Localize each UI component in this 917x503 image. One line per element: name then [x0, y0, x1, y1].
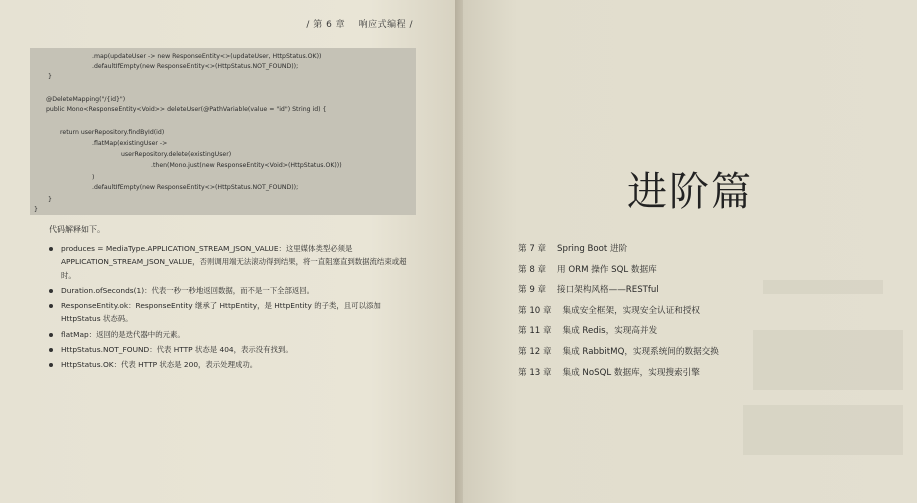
code-line: public Mono<ResponseEntity<Void>> deleteUser(@PathVariable(value = "id") String id) { — [46, 106, 327, 113]
code-line: .defaultIfEmpty(new ResponseEntity<>(HttpStatus.NOT_FOUND)); — [92, 184, 299, 191]
list-item: HttpStatus.NOT_FOUND：代表 HTTP 状态是 404，表示没有找到。 — [49, 343, 419, 356]
show-through-block — [743, 405, 903, 455]
show-through-block — [753, 330, 903, 390]
list-item: produces = MediaType.APPLICATION_STREAM_JSON_VALUE：这里媒体类型必须是 APPLICATION_STREAM_JSON_VALUE，否则调用端无法滚动得到结果，将一直阻塞直到数据流结束或超时。 — [49, 242, 419, 282]
toc-item: 第 7 章 Spring Boot 进阶 — [518, 244, 628, 254]
toc-item: 第 9 章 接口架构风格——RESTful — [518, 285, 659, 296]
running-head: / 第 6 章 响应式编程 / — [306, 20, 413, 30]
explanation-list — [49, 242, 419, 374]
bullet-icon — [49, 348, 53, 352]
list-item: flatMap：返回的是迭代器中的元素。 — [49, 328, 419, 341]
list-item: Duration.ofSeconds(1)：代表一秒一秒地返回数据，而不是一下全部返回。 — [49, 284, 419, 297]
explanation-heading: 代码解释如下。 — [49, 225, 105, 234]
bullet-icon — [49, 247, 53, 251]
toc-item: 第 13 章 集成 NoSQL 数据库，实现搜索引擎 — [518, 367, 700, 378]
bullet-icon — [49, 289, 53, 293]
code-line: .defaultIfEmpty(new ResponseEntity<>(HttpStatus.NOT_FOUND)); — [92, 63, 299, 70]
code-line: .map(updateUser -> new ResponseEntity<>(updateUser, HttpStatus.OK)) — [92, 53, 322, 60]
part-title: 进阶篇 — [627, 169, 753, 215]
list-item: HttpStatus.OK：代表 HTTP 状态是 200，表示处理成功。 — [49, 358, 419, 371]
show-through-block — [763, 280, 883, 294]
bullet-icon — [49, 363, 53, 367]
toc-item: 第 8 章 用 ORM 操作 SQL 数据库 — [518, 264, 657, 275]
bullet-icon — [49, 304, 53, 308]
toc-item: 第 12 章 集成 RabbitMQ，实现系统间的数据交换 — [518, 346, 719, 357]
toc-item: 第 11 章 集成 Redis，实现高并发 — [518, 326, 658, 337]
code-line: .flatMap(existingUser -> — [92, 140, 168, 147]
bullet-icon — [49, 333, 53, 337]
code-line: ) — [92, 174, 95, 181]
code-line: @DeleteMapping("/{id}") — [46, 96, 126, 103]
right-page — [463, 0, 917, 503]
toc-item: 第 10 章 集成安全框架，实现安全认证和授权 — [518, 305, 701, 316]
code-line: return userRepository.findById(id) — [60, 129, 165, 136]
code-line: .then(Mono.just(new ResponseEntity<Void>(HttpStatus.OK))) — [151, 162, 342, 169]
code-line: userRepository.delete(existingUser) — [121, 151, 232, 158]
list-item: ResponseEntity.ok：ResponseEntity 继承了 HttpEntity，是 HttpEntity 的子类，且可以添加 HttpStatus 状态码。 — [49, 299, 419, 326]
code-line: } — [48, 196, 52, 203]
code-block — [30, 48, 416, 215]
code-line: } — [34, 206, 38, 213]
code-line: } — [48, 73, 52, 80]
table-of-contents — [518, 241, 719, 385]
